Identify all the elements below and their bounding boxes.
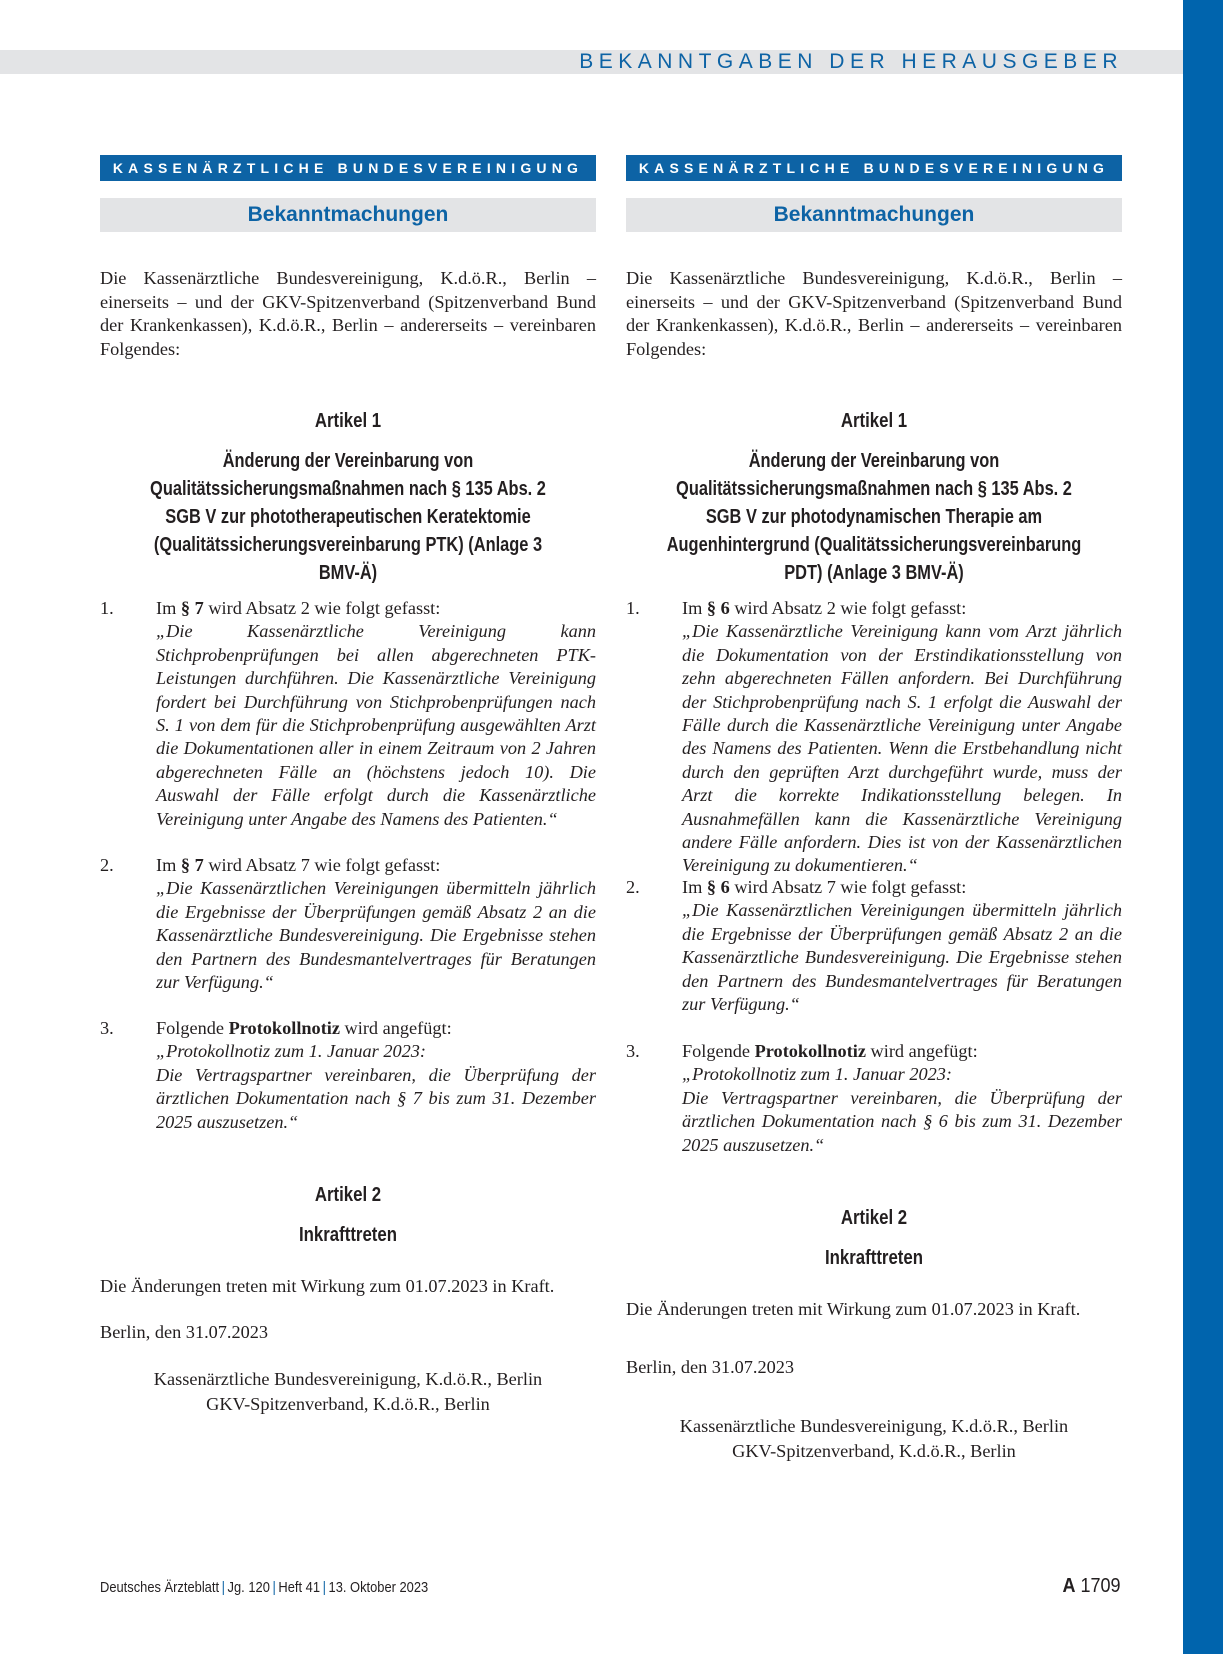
effective-date-text: Die Änderungen treten mit Wirkung zum 01.07.2023 in Kraft.	[626, 1299, 1081, 1319]
article-2-title: Inkrafttreten	[298, 1224, 398, 1246]
article-1-title: Änderung der Vereinbarung von Qualitätssicherungsmaßnahmen nach § 135 Abs. 2 SGB V zur photodynamischen Therapie am Augenhintergrund (Qualitätssicherungsvereinbarung PDT) (Anlage 3 BMV-Ä)	[666, 450, 1082, 584]
place-date: Berlin, den 31.07.2023	[626, 1357, 795, 1377]
amendment-text: „Protokollnotiz zum 1. Januar 2023: Die Vertragspartner vereinbaren, die Überprüfung der ärztlichen Dokumentation nach § 6 bis zum 31. Dezember 2025 auszusetzen.“	[682, 1064, 1122, 1155]
article-1-heading: Artikel 1	[840, 410, 908, 432]
amendment-text: „Die Kassenärztlichen Vereinigungen übermitteln jährlich die Ergebnisse der Überprüfungen gemäß Absatz 2 an die Kassenärztliche Bundesvereinigung. Die Ergebnisse stehen den Partnern des Bundesmantelvertrages für Beratungen zur Verfügung.“	[682, 900, 1122, 1015]
list-item: 3. Folgende Protokollnotiz wird angefügt: „Protokollnotiz zum 1. Januar 2023: Die Vertragspartner vereinbaren, die Überprüfung der ärztlichen Dokumentation nach § 6 bis zum 31. Dezember 2025 auszusetzen.“	[626, 1040, 1122, 1157]
item-number: 3.	[100, 1018, 114, 1038]
signatory-gkv: GKV-Spitzenverband, K.d.ö.R., Berlin	[732, 1441, 1016, 1461]
page-number-value: 1709	[1080, 1575, 1121, 1597]
amendment-text: „Die Kassenärztlichen Vereinigungen übermitteln jährlich die Ergebnisse der Überprüfungen gemäß Absatz 2 an die Kassenärztliche Bundesvereinigung. Die Ergebnisse stehen den Partnern des Bundesmantelvertrages für Beratungen zur Verfügung.“	[156, 878, 596, 993]
list-item: 2. Im § 7 wird Absatz 7 wie folgt gefasst: „Die Kassenärztlichen Vereinigungen übermitteln jährlich die Ergebnisse der Überprüfungen gemäß Absatz 2 an die Kassenärztliche Bundesvereinigung. Die Ergebnisse stehen den Partnern des Bundesmantelvertrages für Beratungen zur Verfügung.“	[100, 854, 596, 994]
signatory-gkv: GKV-Spitzenverband, K.d.ö.R., Berlin	[206, 1394, 490, 1414]
signatory-kbv: Kassenärztliche Bundesvereinigung, K.d.ö.R., Berlin	[153, 1369, 543, 1389]
intro-paragraph: Die Kassenärztliche Bundesvereinigung, K.d.ö.R., Berlin – einerseits – und der GKV-Spitzenverband (Spitzenverband Bund der Krankenkassen), K.d.ö.R., Berlin – andererseits – vereinbaren Folgendes:	[626, 268, 1122, 359]
paragraph-ref: § 7	[180, 855, 204, 875]
journal-name: Deutsches Ärzteblatt	[100, 1579, 220, 1596]
item-number: 1.	[626, 598, 640, 618]
list-item: 3. Folgende Protokollnotiz wird angefügt: „Protokollnotiz zum 1. Januar 2023: Die Vertragspartner vereinbaren, die Überprüfung der ärztlichen Dokumentation nach § 7 bis zum 31. Dezember 2025 auszusetzen.“	[100, 1017, 596, 1134]
page-footer	[100, 1578, 428, 1598]
side-color-bar	[1183, 0, 1223, 1654]
amendment-text: „Die Kassenärztliche Vereinigung kann Stichprobenprüfungen bei allen abgerechneten PTK-Leistungen durchführen. Die Kassenärztliche Vereinigung fordert bei Durchführung von Stichprobenprüfungen nach S. 1 von dem für die Stichprobenprüfung ausgewählten Arzt die Dokumentationen aller in einem Zeitraum von 2 Jahren abgerechneten Fälle an (höchstens jedoch 10). Die Auswahl der Fälle erfolgt durch die Kassenärztliche Vereinigung unter Angabe des Namens des Patienten.“	[156, 621, 596, 829]
journal-volume: Jg. 120	[227, 1579, 270, 1596]
item-number: 2.	[100, 855, 114, 875]
amendment-text: „Protokollnotiz zum 1. Januar 2023: Die Vertragspartner vereinbaren, die Überprüfung der ärztlichen Dokumentation nach § 7 bis zum 31. Dezember 2025 auszusetzen.“	[156, 1041, 596, 1132]
subheading: Bekanntmachungen	[626, 198, 1122, 232]
section-title: BEKANNTGABEN DER HERAUSGEBER	[579, 50, 1123, 73]
effective-date-text: Die Änderungen treten mit Wirkung zum 01.07.2023 in Kraft.	[100, 1276, 555, 1296]
list-item: 2. Im § 6 wird Absatz 7 wie folgt gefasst: „Die Kassenärztlichen Vereinigungen übermitteln jährlich die Ergebnisse der Überprüfungen gemäß Absatz 2 an die Kassenärztliche Bundesvereinigung. Die Ergebnisse stehen den Partnern des Bundesmantelvertrages für Beratungen zur Verfügung.“	[626, 876, 1122, 1016]
subheading: Bekanntmachungen	[100, 198, 596, 232]
org-banner: KASSENÄRZTLICHE BUNDESVEREINIGUNG	[100, 155, 596, 181]
place-date: Berlin, den 31.07.2023	[100, 1322, 269, 1342]
amendment-text: „Die Kassenärztliche Vereinigung kann vom Arzt jährlich die Dokumentation von der Erstindikationsstellung von zehn abgerechneten Fällen anfordern. Bei Durchführung der Stichprobenprüfung nach S. 1 erfolgt die Auswahl der Fälle durch die Kassenärztliche Vereinigung unter Angabe des Namens des Patienten. Wenn die Erstbehandlung nicht durch den geprüften Arzt durchgeführt wurde, muss der Arzt die korrekte Indikationsstellung belegen. In Ausnahmefällen kann die Kassenärztliche Vereinigung andere Fälle anfordern. Dies ist von der Kassenärztlichen Vereinigung zu dokumentieren.“	[682, 621, 1122, 876]
protocol-note-label: Protokollnotiz	[754, 1041, 866, 1061]
issue-date: 13. Oktober 2023	[328, 1579, 429, 1596]
list-item: 1. Im § 7 wird Absatz 2 wie folgt gefasst: „Die Kassenärztliche Vereinigung kann Stichprobenprüfungen bei allen abgerechneten PTK-Leistungen durchführen. Die Kassenärztliche Vereinigung fordert bei Durchführung von Stichprobenprüfungen nach S. 1 von dem für die Stichprobenprüfung ausgewählten Arzt die Dokumentationen aller in einem Zeitraum von 2 Jahren abgerechneten Fälle an (höchstens jedoch 10). Die Auswahl der Fälle erfolgt durch die Kassenärztliche Vereinigung unter Angabe des Namens des Patienten.“	[100, 597, 596, 831]
item-number: 2.	[626, 877, 640, 897]
protocol-note-label: Protokollnotiz	[228, 1018, 340, 1038]
footer-separator: |	[272, 1579, 276, 1596]
list-item: 1. Im § 6 wird Absatz 2 wie folgt gefasst: „Die Kassenärztliche Vereinigung kann vom Arzt jährlich die Dokumentation von der Erstindikationsstellung von zehn abgerechneten Fällen anfordern. Bei Durchführung der Stichprobenprüfung nach S. 1 erfolgt die Auswahl der Fälle durch die Kassenärztliche Vereinigung unter Angabe des Namens des Patienten. Wenn die Erstbehandlung nicht durch den geprüften Arzt durchgeführt wurde, muss der Arzt die korrekte Indikationsstellung belegen. In Ausnahmefällen kann die Kassenärztliche Vereinigung andere Fälle anfordern. Dies ist von der Kassenärztlichen Vereinigung zu dokumentieren.“	[626, 597, 1122, 878]
footer-separator: |	[322, 1579, 326, 1596]
footer-separator: |	[221, 1579, 225, 1596]
paragraph-ref: § 6	[706, 877, 730, 897]
article-1-heading: Artikel 1	[314, 410, 382, 432]
article-1-title: Änderung der Vereinbarung von Qualitätssicherungsmaßnahmen nach § 135 Abs. 2 SGB V zur phototherapeutischen Keratektomie (Qualitätssicherungsvereinbarung PTK) (Anlage 3 BMV-Ä)	[150, 450, 546, 584]
intro-paragraph: Die Kassenärztliche Bundesvereinigung, K.d.ö.R., Berlin – einerseits – und der GKV-Spitzenverband (Spitzenverband Bund der Krankenkassen), K.d.ö.R., Berlin – andererseits – vereinbaren Folgendes:	[100, 268, 596, 359]
paragraph-ref: § 6	[706, 598, 730, 618]
item-number: 3.	[626, 1041, 640, 1061]
article-2-heading: Artikel 2	[314, 1184, 382, 1206]
org-banner: KASSENÄRZTLICHE BUNDESVEREINIGUNG	[626, 155, 1122, 181]
paragraph-ref: § 7	[180, 598, 204, 618]
journal-issue: Heft 41	[278, 1579, 320, 1596]
page-prefix: A	[1062, 1575, 1076, 1597]
article-2-heading: Artikel 2	[840, 1207, 908, 1229]
item-number: 1.	[100, 598, 114, 618]
signatory-kbv: Kassenärztliche Bundesvereinigung, K.d.ö.R., Berlin	[679, 1416, 1069, 1436]
page-number	[1063, 1573, 1121, 1599]
article-2-title: Inkrafttreten	[824, 1247, 924, 1269]
